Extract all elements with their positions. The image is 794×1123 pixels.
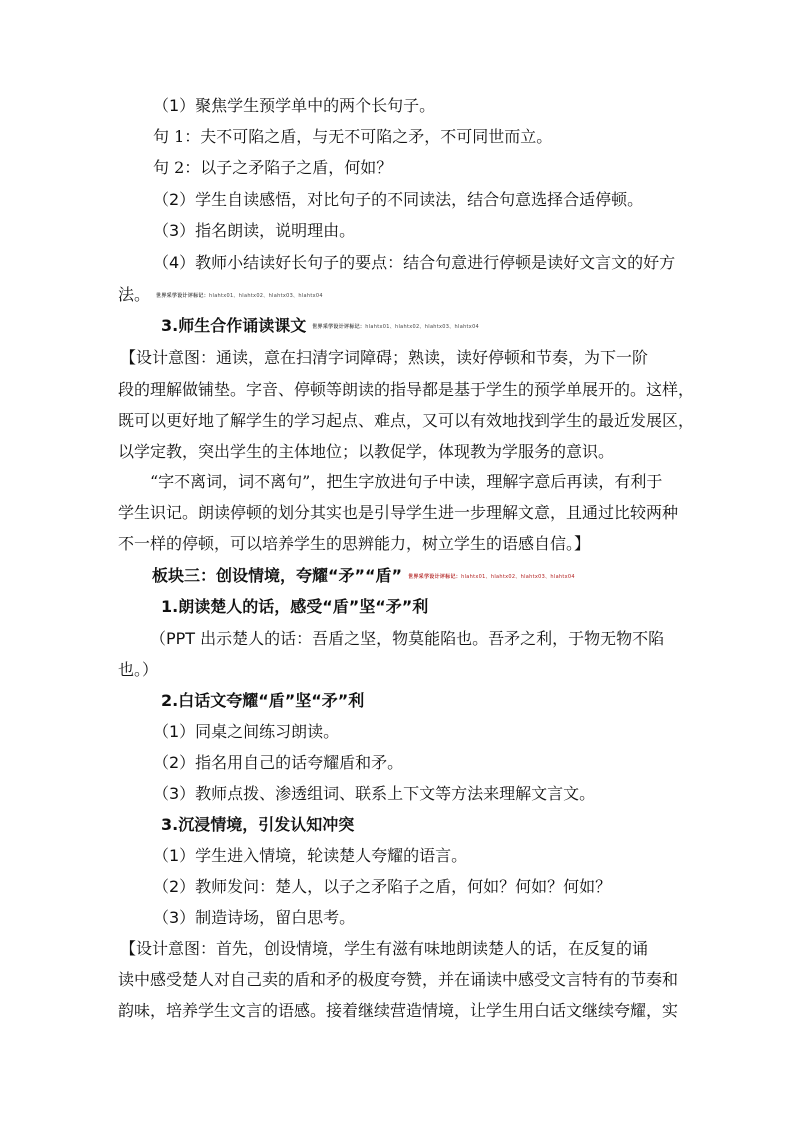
text-line: 法。 世界采学设计评标记：hlahtx01、hlahtx02、hlahtx03、hlahtx04	[118, 285, 323, 304]
section-heading: 1.朗读楚人的话，感受“盾”坚“矛”利	[161, 597, 429, 616]
annotation-tag: 世界采学设计评标记：hlahtx01、hlahtx02、hlahtx03、hlahtx04	[156, 292, 323, 299]
annotation-tag: 世界采学设计评标记：hlahtx01、hlahtx02、hlahtx03、hlahtx04	[408, 573, 575, 580]
section-heading: 板块三：创设情境，夸耀“矛”“盾” 世界采学设计评标记：hlahtx01、hlahtx02、hlahtx03、hlahtx04	[152, 566, 575, 585]
section-heading: 2.白话文夸耀“盾”坚“矛”利	[161, 691, 365, 710]
text-line: “字不离词，词不离句”，把生字放进句子中读，理解字意后再读，有利于	[150, 472, 663, 491]
text-line: （2）指名用自己的话夸耀盾和矛。	[153, 753, 404, 772]
text-line: （PPT 出示楚人的话：吾盾之坚，物莫能陷也。吾矛之利，于物无物不陷	[150, 629, 665, 648]
text-line: （1）聚焦学生预学单中的两个长句子。	[153, 96, 436, 115]
section-heading: 3.沉浸情境，引发认知冲突	[161, 815, 355, 834]
text-line: 不一样的停顿，可以培养学生的思辨能力，树立学生的语感自信。】	[118, 534, 591, 553]
text-line: 既可以更好地了解学生的学习起点、难点，又可以有效地找到学生的最近发展区，	[118, 411, 695, 430]
text-line: 【设计意图：通读，意在扫清字词障碍；熟读，读好停顿和节奏，为下一阶	[120, 348, 649, 367]
text-line: 句 2：以子之矛陷子之盾，何如？	[153, 158, 393, 177]
text-line: （3）教师点拨、渗透组词、联系上下文等方法来理解文言文。	[153, 784, 596, 803]
text-line: （2）教师发问：楚人，以子之矛陷子之盾，何如？何如？何如？	[153, 877, 612, 896]
text-line: 【设计意图：首先，创设情境，学生有滋有味地朗读楚人的话，在反复的诵	[120, 939, 649, 958]
text-line: 段的理解做铺垫。字音、停顿等朗读的指导都是基于学生的预学单展开的。这样，	[118, 380, 695, 399]
annotation-tag: 世界采学设计评标记：hlahtx01、hlahtx02、hlahtx03、hlahtx04	[312, 323, 480, 330]
text-line: 韵味，培养学生文言的语感。接着继续营造情境，让学生用白话文继续夸耀，实	[118, 1001, 679, 1020]
text-line: （1）同桌之间练习朗读。	[153, 722, 340, 741]
text-line: 句 1：夫不可陷之盾，与无不可陷之矛，不可同世而立。	[153, 127, 553, 146]
section-heading: 3.师生合作诵读课文 世界采学设计评标记：hlahtx01、hlahtx02、hlahtx03、hlahtx04	[161, 316, 480, 335]
text-line: 读中感受楚人对自己卖的盾和矛的极度夸赞，并在诵读中感受文言特有的节奏和	[118, 970, 679, 989]
text-line: （4）教师小结读好长句子的要点：结合句意进行停顿是读好文言文的好方	[153, 253, 676, 272]
text-line: （1）学生进入情境，轮读楚人夸耀的语言。	[153, 846, 468, 865]
text-line: （2）学生自读感悟，对比句子的不同读法，结合句意选择合适停顿。	[153, 190, 644, 209]
text-line: （3）指名朗读，说明理由。	[153, 221, 356, 240]
text-line: 以学定教，突出学生的主体地位；以教促学，体现教为学服务的意识。	[118, 442, 615, 461]
text-line: （3）制造诗场，留白思考。	[153, 908, 356, 927]
text-line: 也。）	[118, 660, 159, 679]
text-line: 学生识记。朗读停顿的划分其实也是引导学生进一步理解文意，且通过比较两种	[118, 503, 679, 522]
